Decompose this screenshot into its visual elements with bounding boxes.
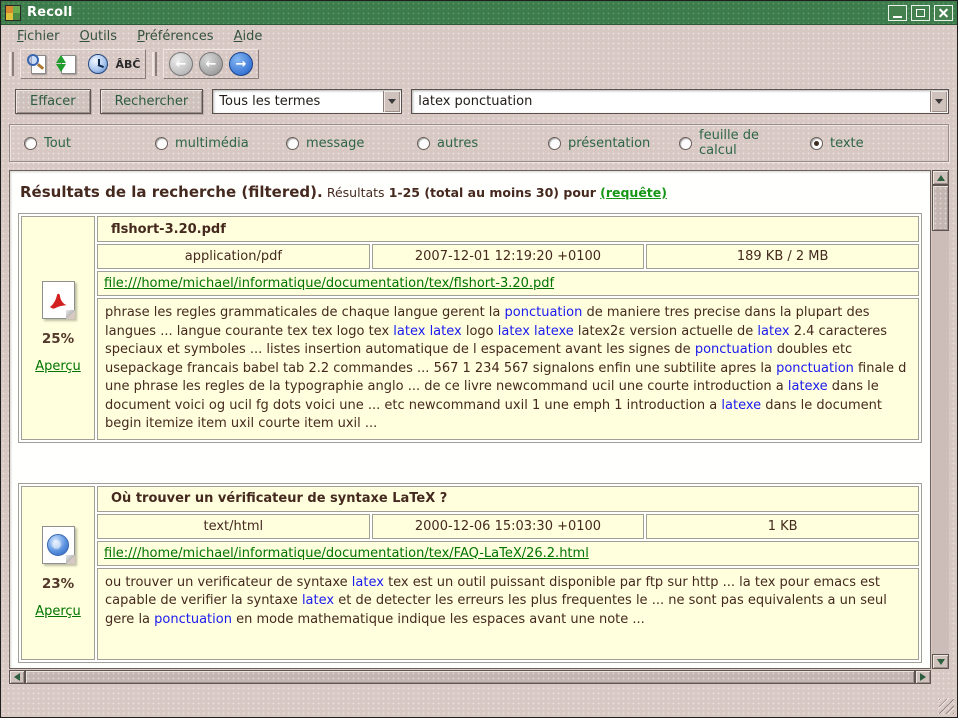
radio-label: message: [306, 135, 365, 151]
filter-radio-tout[interactable]: [10, 136, 141, 151]
previous-page-button[interactable]: [197, 51, 225, 77]
toolbar-group-main: [20, 49, 146, 79]
menu-label: F: [17, 28, 24, 44]
down-arrow-icon: [937, 659, 945, 665]
search-row: [15, 89, 949, 115]
menu-label: O: [79, 28, 90, 44]
radio-icon[interactable]: [24, 137, 37, 150]
clear-search-button[interactable]: [24, 51, 52, 77]
result-url-link[interactable]: file:///home/michael/informatique/documentation/tex/flshort-3.20.pdf: [104, 276, 555, 291]
menu-aide[interactable]: [226, 27, 271, 46]
previous-page-icon: ←: [199, 52, 223, 76]
relevance-percent: 23%: [41, 576, 75, 592]
filter-radio-multimedia[interactable]: [141, 136, 272, 151]
menu-preferences[interactable]: [129, 27, 221, 46]
result-title: Où trouver un vérificateur de syntaxe LaTeX ?: [97, 486, 919, 512]
radio-label: feuille de calcul: [699, 128, 760, 158]
vertical-scrollbar[interactable]: [932, 170, 949, 669]
next-page-button[interactable]: [227, 51, 255, 77]
menu-label: utils: [89, 28, 118, 44]
search-query-value: latex ponctuation: [418, 94, 533, 109]
pdf-file-icon: [42, 281, 75, 319]
scrollbar-corner: [931, 669, 949, 684]
scroll-right-button[interactable]: [915, 670, 931, 684]
next-page-icon: →: [229, 52, 253, 76]
toolbar-group-nav: [163, 49, 259, 79]
preview-link[interactable]: Aperçu: [35, 359, 81, 375]
first-page-icon: ←: [169, 52, 193, 76]
app-icon: [5, 5, 21, 21]
resize-grip-icon[interactable]: [939, 699, 954, 714]
scroll-left-button[interactable]: [9, 670, 25, 684]
clear-button[interactable]: Effacer: [15, 89, 91, 114]
html-file-icon: [42, 526, 75, 564]
result-snippet: phrase les regles grammaticales de chaque langue gerent la ponctuation de maniere tres precise dans la plupart des langues ... langue courante tex tex logo tex latex latex logo latex latexe latex2ε version actuelle de latex 2.4 caracteres speciaux et symboles ... listes insertion automatique de l espacement avant les signes de ponctuation doubles etc usepackage francais babel tab 2.2 commandes ... 567 1 234 567 signalons enfin une subtilite apres la ponctuation finale d une phrase les regles de la typographie anglo ... de ce livre newcommand ucil une courte introduction a latexe dans le document voici og ucil fg dots voici une ... etc newcommand uxil 1 une emph 1 introduction a latexe dans le document begin itemize item uxil courte item uxil ...: [97, 298, 919, 440]
category-filter-frame: [9, 124, 949, 162]
left-arrow-icon: [14, 673, 20, 681]
toolbar-grip[interactable]: [9, 52, 14, 76]
result-title: flshort-3.20.pdf: [97, 216, 919, 242]
search-mode-value: Tous les termes: [219, 94, 321, 109]
title-bar[interactable]: [1, 1, 957, 25]
radio-icon[interactable]: [286, 137, 299, 150]
up-down-arrows-icon: [56, 55, 66, 72]
first-page-button[interactable]: [167, 51, 195, 77]
radio-label: autres: [437, 135, 479, 151]
horizontal-scrollbar[interactable]: [9, 670, 931, 684]
vertical-scrollbar-thumb[interactable]: [932, 185, 949, 231]
maximize-button[interactable]: [911, 5, 930, 21]
result-mime: application/pdf: [97, 244, 370, 269]
status-strip: [1, 684, 957, 717]
radio-icon[interactable]: [155, 137, 168, 150]
radio-label: Tout: [44, 135, 72, 151]
radio-icon[interactable]: [548, 137, 561, 150]
radio-icon[interactable]: [417, 137, 430, 150]
results-prefix: Résultats: [326, 185, 385, 200]
query-link[interactable]: (requête): [600, 185, 667, 200]
radio-label: présentation: [568, 135, 651, 151]
toolbar: [1, 47, 957, 81]
results-range: 1-25 (total au moins 30) pour: [388, 185, 596, 200]
results-area: [9, 170, 949, 684]
history-button[interactable]: [84, 51, 112, 77]
search-button[interactable]: Rechercher: [100, 89, 204, 114]
close-button[interactable]: [934, 5, 953, 21]
close-icon: [938, 7, 949, 18]
relevance-percent: 25%: [41, 331, 75, 348]
radio-icon[interactable]: [679, 137, 692, 150]
search-mode-select[interactable]: [212, 89, 402, 114]
preview-link[interactable]: Aperçu: [35, 604, 81, 619]
filter-radio-autres[interactable]: [403, 136, 534, 151]
results-title: Résultats de la recherche (filtered).: [20, 183, 323, 201]
horizontal-scrollbar-thumb[interactable]: [25, 670, 915, 684]
filter-radio-feuille-de-calcul[interactable]: [665, 128, 796, 158]
filter-radio-presentation[interactable]: [534, 136, 665, 151]
result-date: 2000-12-06 15:03:30 +0100: [372, 514, 645, 539]
menu-label: P: [137, 28, 145, 44]
menu-bar: [1, 25, 957, 47]
toolbar-grip[interactable]: [152, 52, 157, 76]
right-arrow-icon: [920, 673, 926, 681]
term-explorer-icon: ÂBĈ: [115, 57, 141, 71]
radio-label: texte: [830, 135, 864, 151]
result-url-link[interactable]: file:///home/michael/informatique/documentation/tex/FAQ-LaTeX/26.2.html: [104, 545, 589, 561]
minimize-icon: [893, 16, 902, 18]
result-side-cell: [21, 486, 95, 660]
result-date: 2007-12-01 12:19:20 +0100: [372, 244, 645, 269]
vertical-scrollbar-trough[interactable]: [932, 231, 949, 654]
search-input[interactable]: [411, 89, 949, 114]
menu-label: A: [233, 28, 243, 44]
menu-outils[interactable]: [72, 27, 126, 46]
results-heading: [20, 183, 930, 201]
results-list: [9, 170, 931, 669]
clock-icon: [88, 54, 108, 74]
globe-icon: [47, 534, 69, 556]
scroll-down-button[interactable]: [932, 654, 949, 669]
window-title: Recoll: [27, 5, 73, 20]
scroll-up-button[interactable]: [932, 170, 949, 185]
menu-fichier[interactable]: [9, 27, 68, 46]
result-size: 189 KB / 2 MB: [646, 244, 919, 269]
chevron-down-icon[interactable]: [383, 91, 400, 112]
filter-radio-texte[interactable]: [796, 136, 864, 151]
chevron-down-icon[interactable]: [930, 91, 947, 112]
menu-label: ide: [242, 28, 263, 44]
menu-label: références: [144, 28, 214, 44]
result-size: 1 KB: [646, 514, 919, 539]
minimize-button[interactable]: [888, 5, 907, 21]
radio-label: multimédia: [175, 135, 249, 151]
result-mime: text/html: [97, 514, 370, 539]
up-arrow-icon: [937, 175, 945, 181]
radio-icon[interactable]: [810, 137, 823, 150]
result-card-1: [18, 213, 922, 443]
result-side-cell: [21, 216, 95, 440]
maximize-icon: [916, 9, 925, 17]
term-explorer-button[interactable]: [114, 51, 142, 77]
sort-order-button[interactable]: [54, 51, 82, 77]
filter-radio-message[interactable]: [272, 136, 403, 151]
menu-label: ichier: [23, 28, 60, 44]
result-snippet: ou trouver un verificateur de syntaxe latex tex est un outil puissant disponible par ftp sur http ... la tex pour emacs est capable de verifier la syntaxe latex et de detecter les erreurs les plus frequentes le ... ne sont pas equivalents a un seul gere la ponctuation en mode mathematique indique les espaces avant une note ...: [97, 568, 919, 660]
result-card-2: [18, 483, 922, 663]
